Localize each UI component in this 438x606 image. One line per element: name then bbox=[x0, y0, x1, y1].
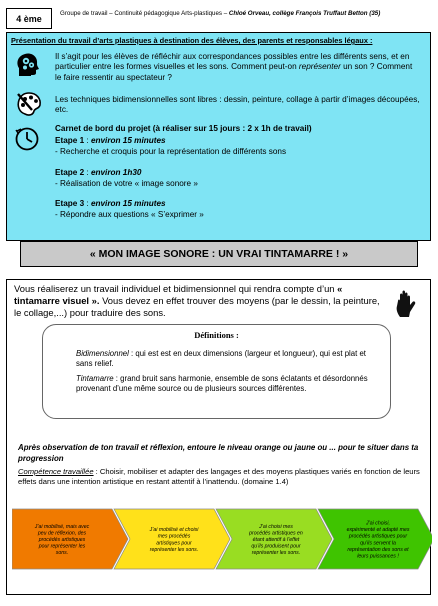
term-tintamarre: Tintamarre bbox=[76, 374, 114, 383]
step-3: Etape 3 : environ 15 minutes bbox=[55, 199, 166, 208]
progression-level-4-text: J’ai choisi, bbox=[366, 520, 390, 527]
term-bidimensionnel: Bidimensionnel bbox=[76, 349, 129, 358]
progression-level-1-text: pour représenter les bbox=[38, 543, 86, 550]
progression-level-1-text: peu de réflexion, des bbox=[37, 530, 87, 537]
progression-level-4-text: leurs puissances ! bbox=[357, 553, 399, 560]
step-2: Etape 2 : environ 1h30 bbox=[55, 168, 142, 177]
progression-level-4-text: expérimenté et adapté mes bbox=[346, 527, 410, 534]
competence-description: : Choisir, mobiliser et adapter des langages et des moyens plastiques variés en fonction de leurs effets dans une intention artistique en restant attentif à l’inattendu. (domaine 1.4) bbox=[18, 467, 420, 487]
definitions-title: Définitions : bbox=[194, 330, 239, 340]
title-banner: « MON IMAGE SONORE : UN VRAI TINTAMARRE ! » bbox=[20, 241, 418, 267]
progression-level-3-text: étant attentif à l’effet bbox=[252, 537, 300, 543]
step-3-time: environ 15 minutes bbox=[90, 199, 166, 208]
progression-level-1-text: sons. bbox=[55, 550, 69, 557]
para1-a: Il s’agit pour les élèves de réfléchir aux correspondances possibles entre les différents sens, et en particulier entre les formes visuelles et les sons. Comment peut-on bbox=[55, 52, 410, 72]
step-2-time: environ 1h30 bbox=[90, 168, 142, 177]
step-1: Etape 1 : environ 15 minutes bbox=[55, 136, 166, 145]
assignment-strong: « tintamarre visuel ». bbox=[14, 283, 343, 306]
progression-level-1-text: procédés artistiques bbox=[38, 537, 86, 543]
palette-icon bbox=[16, 91, 42, 117]
step-1-time: environ 15 minutes bbox=[90, 136, 166, 145]
intro-paragraph-2: Les techniques bidimensionnelles sont libres : dessin, peinture, collage à partir d’images découpées, etc. bbox=[55, 95, 420, 115]
definition-tintamarre bbox=[76, 374, 376, 394]
progression-level-4-text: représentation des sons et bbox=[347, 546, 409, 553]
step-3-label: Etape 3 bbox=[55, 199, 85, 208]
progression-level-1-text: J’ai mobilisé, mais avec bbox=[34, 523, 90, 530]
step-1-label: Etape 1 bbox=[55, 136, 85, 145]
progression-arrows bbox=[12, 506, 432, 572]
carnet-title: Carnet de bord du projet (à réaliser sur 15 jours : 2 x 1h de travail) bbox=[55, 124, 312, 133]
progression-level-2-text: représenter les sons. bbox=[149, 546, 199, 553]
header-author: Chloé Orveau, collège François Truffaut Betton (35) bbox=[228, 10, 381, 17]
raised-hand-icon bbox=[394, 289, 418, 319]
step-2-label: Etape 2 bbox=[55, 168, 85, 177]
step-2-desc: - Réalisation de votre « image sonore » bbox=[55, 179, 198, 188]
header-line bbox=[60, 10, 430, 17]
def-bidimensionnel: : qui est est en deux dimensions (largeur et longueur), qui est plat et sans relief. bbox=[76, 349, 366, 368]
definition-bidimensionnel bbox=[76, 349, 376, 369]
progression-level-2-text: artistiques pour bbox=[156, 540, 192, 547]
progression-level-3-text: qu’ils produisent pour bbox=[251, 543, 301, 550]
progression-level-2-text: J’ai mobilisé et choisi bbox=[149, 527, 199, 534]
brain-gears-icon bbox=[15, 52, 41, 78]
header-plain: Groupe de travail – Continuité pédagogique Arts-plastiques – bbox=[60, 10, 229, 17]
assignment-b: Vous devez en effet trouver des moyens (par le dessin, la peinture, le collage,...) pour traduire des sons. bbox=[14, 295, 380, 318]
progression-level-4-text: procédés artistiques pour bbox=[348, 533, 408, 540]
step-1-desc: - Recherche et croquis pour la représentation de différents sons bbox=[55, 147, 287, 156]
progression-level-3-text: J’ai choisi mes bbox=[259, 523, 293, 530]
def-tintamarre: : grand bruit sans harmonie, ensemble de sons éclatants et désordonnés provenant d’une même source ou de plusieurs sources différentes. bbox=[76, 374, 368, 393]
progression-level-3-text: procédés artistiques en bbox=[249, 530, 303, 537]
progression-level-3-text: représenter les sons. bbox=[251, 550, 301, 557]
clock-icon bbox=[14, 126, 40, 152]
competence-text bbox=[18, 467, 430, 487]
competence-label: Compétence travaillée bbox=[18, 467, 94, 476]
grade-label: 4 ème bbox=[6, 8, 52, 29]
intro-paragraph-1 bbox=[55, 52, 420, 83]
assignment-text bbox=[14, 283, 384, 319]
para1-b: un son ? Comment le faire ressentir au spectateur ? bbox=[55, 62, 413, 82]
step-3-desc: - Répondre aux questions « S’exprimer » bbox=[55, 210, 204, 219]
self-assessment-instruction: Après observation de ton travail et réflexion, entoure le niveau orange ou jaune ou ... pour te situer dans ta progression bbox=[18, 443, 419, 463]
progression-level-2-text: mes procédés bbox=[157, 533, 191, 540]
progression-level-4-text: qu’ils servent la bbox=[360, 540, 396, 547]
assignment-a: Vous réaliserez un travail individuel et bidimensionnel qui rendra compte d’un bbox=[14, 283, 338, 294]
para1-em: représenter bbox=[298, 62, 341, 72]
intro-title: Présentation du travail d’arts plastiques à destination des élèves, des parents et responsables légaux : bbox=[11, 36, 373, 45]
